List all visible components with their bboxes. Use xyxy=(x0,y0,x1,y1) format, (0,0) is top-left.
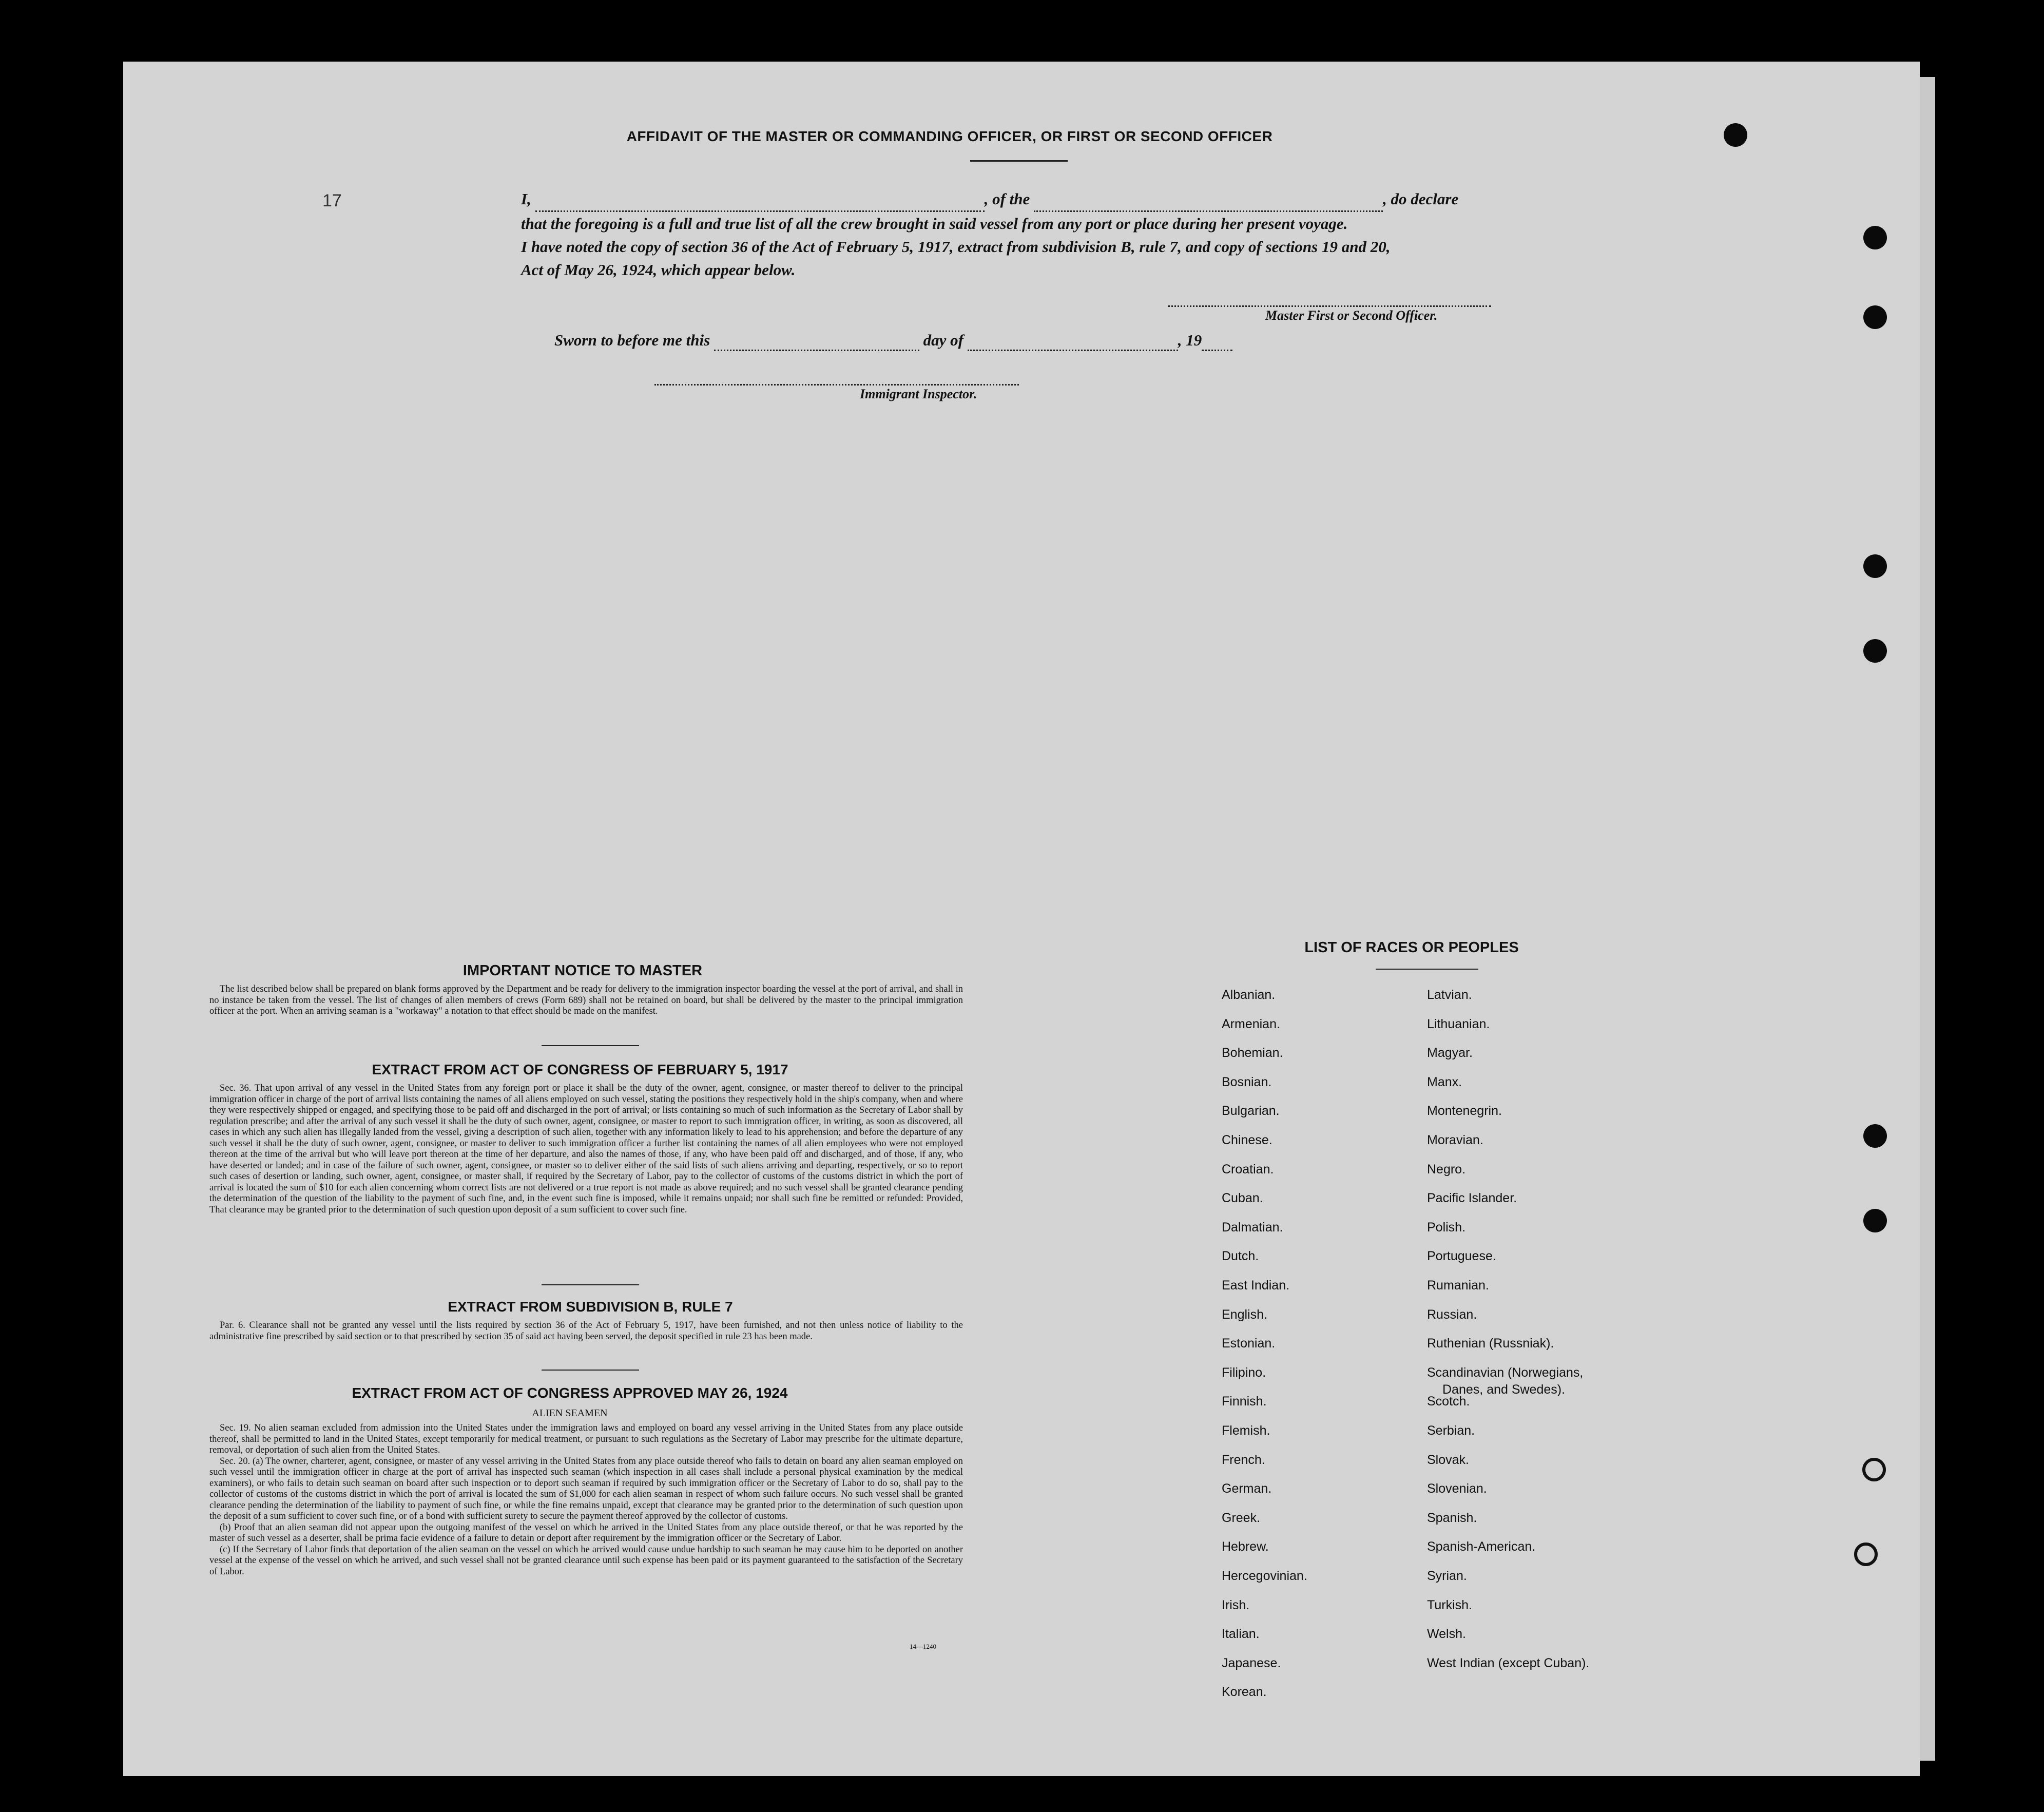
rule7-divider xyxy=(542,1284,639,1285)
sworn-year-prefix: , 19 xyxy=(1178,331,1202,349)
races-title: LIST OF RACES OR PEOPLES xyxy=(1304,939,1519,956)
race-item: Magyar. xyxy=(1427,1046,1473,1061)
notice-title: IMPORTANT NOTICE TO MASTER xyxy=(462,962,703,979)
declaration-i-label: I, xyxy=(521,190,531,208)
officer-name-field[interactable] xyxy=(535,187,985,212)
race-item: Dutch. xyxy=(1222,1249,1259,1264)
inspector-signature-label: Immigrant Inspector. xyxy=(860,387,977,401)
race-item: Cuban. xyxy=(1222,1191,1263,1206)
sec-20a-text: Sec. 20. (a) The owner, charterer, agent, consignee, or master of any vessel arriving in the United States from any place outside thereof who fails to detain on board any alien seaman employed on such vessel until the immigration officer in charge at the port of arrival has inspected such seaman (which inspection in all cases shall include a personal physical examination by the medical examiners), or who fails to detain such seaman on board after such inspection or to deport such seaman if required by such immigration officer or the Secretary of Labor to do so, shall pay to the collector of customs of the customs district in which the port of arrival is located the sum of $1,000 for each alien seaman in respect of whom such failure occurs. No such vessel shall be granted clearance pending the determination of the liability to payment of such fine, or while the fine remains unpaid, except that clearance may be granted prior to the determination of such question upon the deposit of a sum sufficient to cover such fine, or of a bond with sufficient surety to secure the payment thereof approved by the collector of customs. xyxy=(209,1456,963,1521)
binder-hole xyxy=(1863,639,1887,663)
race-item: Syrian. xyxy=(1427,1569,1467,1583)
extract-1924-divider xyxy=(542,1370,639,1371)
sworn-prefix: Sworn to before me this xyxy=(554,331,710,349)
binder-hole xyxy=(1863,226,1887,249)
form-number: 14—1240 xyxy=(910,1643,936,1650)
race-item: Filipino. xyxy=(1222,1365,1266,1380)
notice-divider xyxy=(542,1045,639,1046)
race-item: Flemish. xyxy=(1222,1423,1270,1438)
race-item: Rumanian. xyxy=(1427,1278,1489,1293)
race-item: Slovenian. xyxy=(1427,1481,1487,1496)
race-item: English. xyxy=(1222,1307,1267,1322)
race-item: Welsh. xyxy=(1427,1627,1466,1642)
binder-hole xyxy=(1862,1458,1886,1481)
race-item: Scotch. xyxy=(1427,1394,1470,1409)
race-item: West Indian (except Cuban). xyxy=(1427,1655,1590,1670)
sworn-year-field[interactable] xyxy=(1202,331,1232,351)
race-item: Spanish. xyxy=(1427,1510,1477,1525)
race-item: Turkish. xyxy=(1427,1597,1472,1612)
declaration-do-declare: , do declare xyxy=(1383,190,1459,208)
races-divider xyxy=(1376,969,1478,970)
race-item: Chinese. xyxy=(1222,1133,1272,1147)
master-signature-field[interactable] xyxy=(1168,305,1491,307)
race-item: Moravian. xyxy=(1427,1133,1483,1147)
affidavit-title: AFFIDAVIT OF THE MASTER OR COMMANDING OFFICER, OR FIRST OR SECOND OFFICER xyxy=(626,128,1273,144)
declaration-line-4: Act of May 26, 1924, which appear below. xyxy=(521,261,796,279)
extract-1917-title: EXTRACT FROM ACT OF CONGRESS OF FEBRUARY 5, 1917 xyxy=(372,1062,788,1077)
race-item: Russian. xyxy=(1427,1307,1477,1322)
race-item: Latvian. xyxy=(1427,988,1472,1002)
binder-hole xyxy=(1863,305,1887,329)
sec-19-text: Sec. 19. No alien seaman excluded from admission into the United States under the immigration laws and employed on board any vessel arriving in the United States from any place outside thereof, shall be permitted to land in the United States, except temporarily for medical treatment, or pursuant to such regulations as the Secretary of Labor may prescribe for the ultimate departure, removal, or deportation of such alien from the United States. xyxy=(209,1423,963,1455)
binder-hole xyxy=(1724,123,1747,147)
race-item: Croatian. xyxy=(1222,1162,1274,1177)
sec-20b-text: (b) Proof that an alien seaman did not appear upon the outgoing manifest of the vessel on which he arrived in the United States from any place outside thereof, or that he was reported by the master of such vessel as a deserter, shall be prima facie evidence of a failure to detain or deport after requirement by the immigration officer or the Secretary of Labor. xyxy=(209,1522,963,1544)
race-item: Portuguese. xyxy=(1427,1249,1496,1264)
extract-1917-text: Sec. 36. That upon arrival of any vessel in the United States from any foreign port or place it shall be the duty of the owner, agent, consignee, or master thereof to deliver to the principal immigration officer in charge of the port of arrival lists containing the names of all aliens employed on such vessel, stating the positions they respectively hold in the ship's company, when and where they were respectively shipped or engaged, and specifying those to be paid off and discharged in the port of arrival; or lists containing so much of such information as the Secretary of Labor shall by regulation prescribe; and after the arrival of any such vessel it shall be the duty of such owner, agent, consignee, or master to report to such immigration officer, in writing, as soon as discovered, all cases in which any such alien has illegally landed from the vessel, giving a description of such alien, together with any information likely to lead to his apprehension; and before the departure of any such vessel it shall be the duty of such owner, agent, consignee, or master to deliver to such immigration officer a further list containing the names of all alien employees who were not employed thereon at the time of the arrival but who will leave port thereon at the time of her departure, and also the names of those, if any, who have been paid off and discharged, and of those, if any, who have deserted or landed; and in case of the failure of such owner, agent, consignee, or master so to deliver either of the said lists of such aliens arriving and departing, respectively, or so to report such cases of desertion or landing, such owner, agent, consignee, or master shall, if required by the Secretary of Labor, pay to the collector of customs of the customs district in which the port of arrival is located the sum of $10 for each alien concerning whom correct lists are not delivered or a true report is not made as above required; and no such vessel shall be granted clearance pending the determination of the question of the liability to the payment of such fine, and, in the event such fine is imposed, while it remains unpaid; nor shall such fine be remitted or refunded: Provided, That clearance may be granted prior to the determination of such question upon deposit of a sum sufficient to cover such fine. xyxy=(209,1083,963,1215)
declaration-of-the: , of the xyxy=(984,190,1030,208)
race-item: Finnish. xyxy=(1222,1394,1267,1409)
sec-20c-text: (c) If the Secretary of Labor finds that deportation of the alien seaman on the vessel on which he arrived would cause undue hardship to such seaman he may cause him to be deported on another vessel at the expense of the vessel on which he arrived, and such vessel shall not be granted clearance until such expense has been paid or its payment guaranteed to the satisfaction of the Secretary of Labor. xyxy=(209,1544,963,1577)
race-item: Montenegrin. xyxy=(1427,1104,1502,1119)
margin-mark: 17 xyxy=(322,191,342,210)
vessel-name-field[interactable] xyxy=(1034,187,1383,212)
sworn-month-field[interactable] xyxy=(968,331,1178,351)
binder-hole xyxy=(1854,1543,1878,1566)
race-item: Japanese. xyxy=(1222,1655,1281,1670)
race-item: East Indian. xyxy=(1222,1278,1290,1293)
master-signature-label: Master First or Second Officer. xyxy=(1265,308,1438,323)
race-item: Ruthenian (Russniak). xyxy=(1427,1336,1554,1351)
race-item: French. xyxy=(1222,1452,1265,1467)
race-item: Irish. xyxy=(1222,1597,1250,1612)
race-item: Dalmatian. xyxy=(1222,1220,1283,1235)
race-item: Albanian. xyxy=(1222,988,1276,1002)
race-item: Manx. xyxy=(1427,1074,1462,1089)
sworn-day-field[interactable] xyxy=(714,331,919,351)
extract-1924-title: EXTRACT FROM ACT OF CONGRESS APPROVED MAY 26, 1924 xyxy=(352,1385,788,1401)
sworn-line xyxy=(554,331,1232,351)
race-item: Hercegovinian. xyxy=(1222,1569,1307,1583)
race-item: German. xyxy=(1222,1481,1272,1496)
race-item: Negro. xyxy=(1427,1162,1466,1177)
notice-text: The list described below shall be prepared on blank forms approved by the Department and be ready for delivery to the immigration inspector boarding the vessel at the port of arrival, and shall in no instance be taken from the vessel. The list of changes of alien members of crews (Form 689) shall not be retained on board, but shall be delivered by the master to the principal immigration officer at the port. When an arriving seaman is a "workaway" a notation to that effect should be made on the manifest. xyxy=(209,984,963,1016)
race-item: Danes, and Swedes). xyxy=(1442,1382,1566,1397)
binder-hole xyxy=(1863,1124,1887,1148)
race-item: Estonian. xyxy=(1222,1336,1276,1351)
alien-seamen-subtitle: ALIEN SEAMEN xyxy=(532,1408,608,1419)
race-item: Scandinavian (Norwegians, xyxy=(1427,1365,1584,1380)
extract-rule7-title: EXTRACT FROM SUBDIVISION B, RULE 7 xyxy=(448,1299,733,1315)
inspector-signature-field[interactable] xyxy=(654,384,1019,385)
race-item: Korean. xyxy=(1222,1685,1267,1700)
race-item: Lithuanian. xyxy=(1427,1016,1490,1031)
binder-hole xyxy=(1863,554,1887,578)
extract-rule7-text: Par. 6. Clearance shall not be granted any vessel until the lists required by section 36 of the Act of February 5, 1917, have been furnished, and not then unless notice of liability to the administrative fine prescribed by said section or to that prescribed by section 35 of said act having been served, the deposit specified in rule 23 has been made. xyxy=(209,1320,963,1342)
race-item: Polish. xyxy=(1427,1220,1466,1235)
declaration-text xyxy=(521,187,1519,281)
declaration-line-3: I have noted the copy of section 36 of the Act of February 5, 1917, extract from subdivision B, rule 7, and copy of sections 19 and 20, xyxy=(521,238,1391,256)
race-item: Greek. xyxy=(1222,1510,1261,1525)
race-item: Slovak. xyxy=(1427,1452,1469,1467)
race-item: Italian. xyxy=(1222,1627,1260,1642)
race-item: Bulgarian. xyxy=(1222,1104,1280,1119)
race-item: Serbian. xyxy=(1427,1423,1475,1438)
title-divider xyxy=(970,160,1068,162)
declaration-line-2: that the foregoing is a full and true list of all the crew brought in said vessel from any port or place during her present voyage. xyxy=(521,215,1348,233)
race-item: Bosnian. xyxy=(1222,1074,1272,1089)
binder-hole xyxy=(1863,1209,1887,1232)
extract-1924-text xyxy=(209,1423,963,1577)
race-item: Hebrew. xyxy=(1222,1539,1269,1554)
race-item: Spanish-American. xyxy=(1427,1539,1536,1554)
race-item: Armenian. xyxy=(1222,1016,1280,1031)
sworn-day-of: day of xyxy=(923,331,963,349)
race-item: Pacific Islander. xyxy=(1427,1191,1517,1206)
race-item: Bohemian. xyxy=(1222,1046,1283,1061)
